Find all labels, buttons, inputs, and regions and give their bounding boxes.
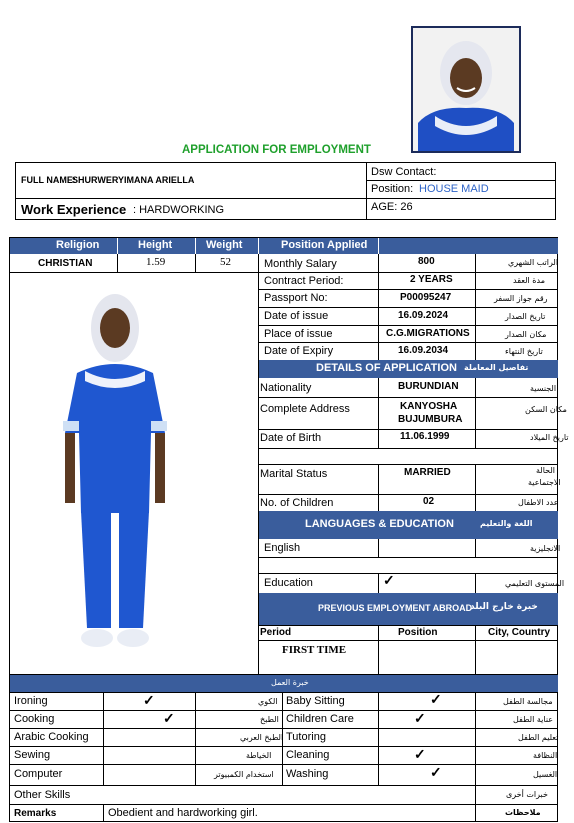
skill-children-care-label: Children Care [286,713,354,725]
dsw-contact: Dsw Contact: [371,166,437,178]
previous-heading: PREVIOUS EMPLOYMENT ABROAD [318,603,473,613]
form-title: APPLICATION FOR EMPLOYMENT [182,144,371,156]
skill-cleaning-ar: النظافة [533,751,558,760]
skill-cleaning-label: Cleaning [286,749,330,761]
skill-computer-label: Computer [14,768,63,780]
date-of-issue-ar: تاريخ الصدار [505,312,546,321]
address-label: Complete Address [260,403,350,415]
skill-cleaning-check-icon: ✓ [414,746,426,762]
skill-tutoring-ar: تعليم الطفل [518,733,559,742]
full-name-label: FULL NAME: [21,175,76,185]
contract-period-label: Contract Period: [264,275,344,287]
dob-value: 11.06.1999 [400,431,450,442]
marital-status-ar1: الحالة [536,466,555,475]
skills-heading-ar: خبرة العمل [271,678,309,687]
passport-no-value: P00095247 [400,292,452,303]
children-label: No. of Children [260,497,334,509]
details-heading: DETAILS OF APPLICATION [316,362,457,374]
passport-no-ar: رقم جواز السفر [494,294,548,303]
marital-status-value: MARRIED [404,467,451,478]
place-of-issue-ar: مكان الصدار [505,330,547,339]
date-of-issue-label: Date of issue [264,310,329,322]
skill-cooking-label: Cooking [14,713,55,725]
address-line1: KANYOSHA [400,401,458,412]
position-applied-heading: Position Applied [281,239,368,251]
full-name-value: SHURWERYIMANA ARIELLA [72,175,195,185]
position-value: HOUSE MAID [419,183,489,195]
skill-ironing-label: Ironing [14,695,48,707]
skill-children-care-ar: عناية الطفل [513,715,554,724]
marital-status-ar2: الاجتماعية [528,478,561,487]
education-ar: المستوى التعليمي [505,579,565,588]
address-ar: مكان السكن [525,405,567,414]
date-of-expiry-value: 16.09.2034 [398,345,449,356]
monthly-salary-ar: الراتب الشهري [508,258,559,267]
date-of-issue-value: 16.09.2024 [398,310,449,321]
skill-ironing-check-icon: ✓ [143,692,155,708]
dob-label: Date of Birth [260,432,322,444]
date-of-expiry-ar: تاريخ النتهاء [505,347,543,356]
full-body-photo [55,283,175,658]
education-label: Education [264,577,313,589]
weight-label: Weight [206,239,243,251]
skill-cooking-check-icon: ✓ [163,710,175,726]
height-label: Height [138,239,173,251]
passport-no-label: Passport No: [264,292,328,304]
skill-baby-sitting-ar: مجالسة الطفل [503,697,553,706]
height-value: 1.59 [146,256,166,268]
skill-washing-ar: الغسيل [533,770,558,779]
education-check-icon: ✓ [383,572,395,588]
col-city-country: City, Country [488,627,551,638]
skill-sewing-ar: الخياطة [246,751,272,760]
nationality-ar: الجنسية [530,384,557,393]
dob-ar: تاريخ الميلاد [530,433,569,442]
skill-baby-sitting-label: Baby Sitting [286,695,345,707]
skill-arabic-cooking-label: Arabic Cooking [14,731,89,743]
religion-value: CHRISTIAN [38,258,93,269]
skill-arabic-cooking-ar: الطبخ العربي [240,733,284,742]
col-position: Position [398,627,438,638]
skill-cooking-ar: الطبخ [260,715,279,724]
nationality-value: BURUNDIAN [398,381,459,392]
religion-label: Religion [56,239,100,251]
monthly-salary-value: 800 [418,256,435,267]
weight-value: 52 [220,256,231,268]
children-ar: عدد الاطفال [518,498,559,507]
col-period: Period [260,627,292,638]
skill-washing-label: Washing [286,768,329,780]
other-skills-ar: خبرات أخرى [506,790,548,799]
remarks-value: Obedient and hardworking girl. [108,807,258,819]
place-of-issue-value: C.G.MIGRATIONS [386,328,470,339]
contract-period-value: 2 YEARS [410,274,453,285]
skill-washing-check-icon: ✓ [430,764,442,780]
skill-ironing-ar: الكوي [258,697,278,706]
marital-status-label: Marital Status [260,468,328,480]
age-value: AGE: 26 [371,201,413,213]
contract-period-ar: مدة العقد [513,276,545,285]
english-label: English [264,542,301,554]
skill-children-care-check-icon: ✓ [414,710,426,726]
skill-computer-ar: استخدام الكمبيوتر [214,770,274,779]
remarks-label: Remarks [14,808,57,819]
languages-heading: LANGUAGES & EDUCATION [305,518,454,530]
passport-photo [411,26,521,153]
details-heading-ar: تفاصيل المعاملة [464,363,529,372]
skill-sewing-label: Sewing [14,749,51,761]
previous-heading-ar: خبرة خارج البلد [470,602,538,612]
position-label: Position: [371,183,414,195]
skill-tutoring-label: Tutoring [286,731,326,743]
skill-baby-sitting-check-icon: ✓ [430,691,442,707]
languages-heading-ar: اللغة والتعليم [480,519,533,528]
nationality-label: Nationality [260,382,312,394]
other-skills-label: Other Skills [14,789,71,801]
first-time-value: FIRST TIME [282,644,347,656]
remarks-ar: ملاحظات [505,808,541,817]
address-line2: BUJUMBURA [398,414,463,425]
date-of-expiry-label: Date of Expiry [264,345,334,357]
work-experience-value: : HARDWORKING [133,204,225,216]
work-experience-label: Work Experience [21,202,127,217]
place-of-issue-label: Place of issue [264,328,333,340]
children-value: 02 [423,496,435,507]
monthly-salary-label: Monthly Salary [264,258,337,270]
english-ar: الانجليزية [530,544,561,553]
